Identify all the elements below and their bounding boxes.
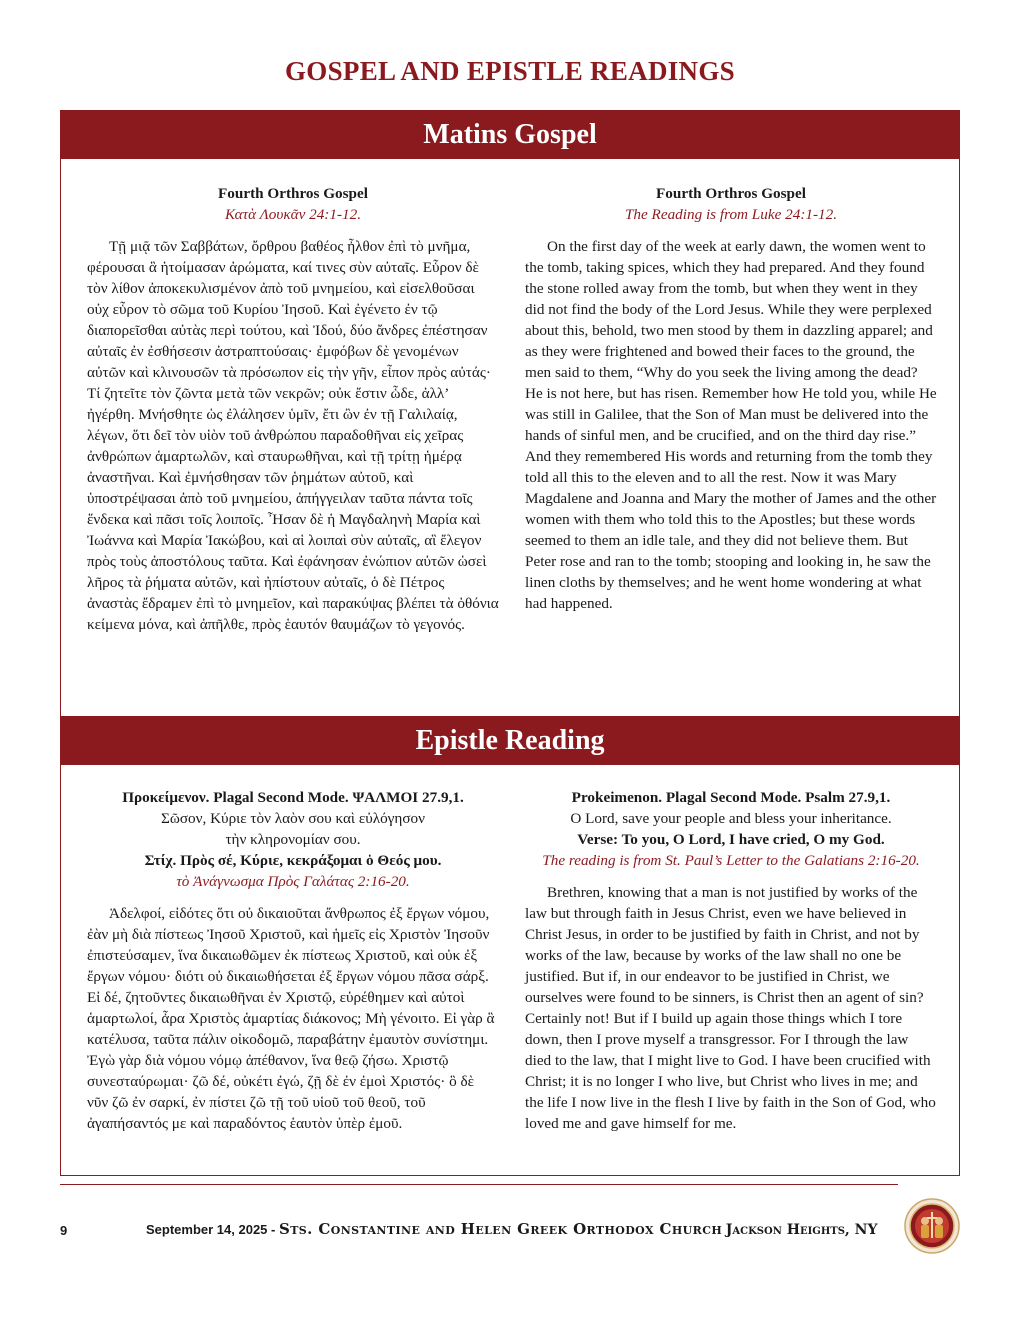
epistle-english-prokeimenon: Prokeimenon. Plagal Second Mode. Psalm 27.9,1.	[571, 789, 891, 806]
matins-english-text: On the first day of the week at early dawn, the women went to the tomb, taking spices, which they had prepared. And they found the stone rolled away from the tomb, but when they went in they did not find the body of the Lord Jesus. While they were perplexed about this, behold, two men stood by them in dazzling apparel; and as they were frightened and bowed their faces to the ground, the men said to them, “Why do you seek the living among the dead? He is not here, but has risen. Remember how He told you, while He was still in Galilee, that the Son of Man must be delivered into the hands of sinful men, and be crucified, and on the third day rise.” And they remembered His words and returning from the tomb they told all this to the eleven and to all the rest. Now it was Mary Magdalene and Joanna and Mary the mother of James and the other women with them who told this to the Apostles; but these words seemed to them an idle tale, and they did not believe them. But Peter rose and ran to the tomb; stooping and looking in, he saw the linen cloths by themselves; and he went home wondering at what had happened.	[525, 238, 937, 612]
matins-gospel-header: Matins Gospel	[61, 111, 959, 159]
epistle-english-verse: Verse: To you, O Lord, I have cried, O my God.	[577, 831, 885, 848]
matins-greek-column	[87, 183, 499, 635]
epistle-reading-header: Epistle Reading	[61, 717, 959, 765]
epistle-english-reference: The reading is from St. Paul’s Letter to the Galatians 2:16-20.	[542, 852, 920, 869]
epistle-greek-column	[87, 787, 499, 1134]
epistle-greek-prokeimenon: Προκείμενον. Plagal Second Mode. ΨΑΛΜΟΙ 27.9,1.	[122, 789, 464, 806]
footer-date: September 14, 2025	[146, 1222, 268, 1237]
matins-greek-text: Τῇ μιᾷ τῶν Σαββάτων, ὄρθρου βαθέος ἦλθον ἐπὶ τὸ μνῆμα, φέρουσαι ἃ ἡτοίμασαν ἀρώματα, καί τινες σὺν αὐταῖς. Εὗρον δὲ τὸν λίθον ἀποκεκυλισμένον ἀπὸ τοῦ μνημείου, καὶ εἰσελθοῦσαι οὐχ εὗρον τὸ σῶμα τοῦ Κυρίου Ἰησοῦ. Καὶ ἐγένετο ἐν τῷ διαπορεῖσθαι αὐτὰς περὶ τούτου, καὶ Ἰδού, δύο ἄνδρες ἐπέστησαν αὐταῖς ἐν ἐσθήσεσιν ἀστραπτούσαις· ἐμφόβων δὲ γενομένων αὐτῶν καὶ κλινουσῶν τὰ πρόσωπον εἰς τὴν γῆν, εἶπον πρὸς αὐτάς· Τί ζητεῖτε τὸν ζῶντα μετὰ τῶν νεκρῶν; οὐκ ἔστιν ὧδε, ἀλλ’ ἠγέρθη. Μνήσθητε ὡς ἐλάλησεν ὑμῖν, ἔτι ὢν ἐν τῇ Γαλιλαίᾳ, λέγων, ὅτι δεῖ τὸν υἱὸν τοῦ ἀνθρώπου παραδοθῆναι εἰς χεῖρας ἀνθρώπων ἁμαρτωλῶν, καὶ σταυρωθῆναι, καὶ τῇ τρίτῃ ἡμέρᾳ ἀναστῆναι. Καὶ ἐμνήσθησαν τῶν ῥημάτων αὐτοῦ, καὶ ὑποστρέψασαι ἀπὸ τοῦ μνημείου, ἀπήγγειλαν ταῦτα πάντα τοῖς ἕνδεκα καὶ πᾶσι τοῖς λοιποῖς. Ἦσαν δὲ ἡ Μαγδαληνὴ Μαρία καὶ Ἰωάννα καὶ Μαρία Ἰακώβου, καὶ αἱ λοιπαὶ σὺν αὐταῖς, αἳ ἔλεγον πρὸς τοὺς ἀποστόλους ταῦτα. Καὶ ἐφάνησαν ἐνώπιον αὐτῶν ὡσεὶ λῆρος τὰ ῥήματα αὐτῶν, καὶ ἠπίστουν αὐταῖς, ὁ δὲ Πέτρος ἀναστὰς ἔδραμεν ἐπὶ τὸ μνημεῖον, καὶ παρακύψας βλέπει τὰ ὀθόνια κείμενα μόνα, καὶ ἀπῆλθε, πρὸς ἑαυτόν θαυμάζων τὸ γεγονός.	[87, 238, 499, 633]
matins-english-column	[525, 183, 937, 614]
matins-english-reference: The Reading is from Luke 24:1-12.	[624, 206, 838, 223]
matins-greek-reference: Κατὰ Λουκᾶν 24:1-12.	[224, 206, 361, 223]
epistle-greek-verse: Στίχ. Πρὸς σέ, Κύριε, κεκράξομαι ὁ Θεός μου.	[144, 852, 442, 869]
church-location: Jackson Heights, NY	[725, 1222, 878, 1238]
footer-divider	[60, 1184, 898, 1185]
matins-greek-title: Fourth Orthros Gospel	[218, 185, 368, 202]
epistle-reading-section	[60, 716, 960, 1176]
matins-english-title: Fourth Orthros Gospel	[656, 185, 806, 202]
epistle-english-column	[525, 787, 937, 1134]
epistle-english-psalm-line: O Lord, save your people and bless your inheritance.	[570, 810, 892, 827]
epistle-greek-reference: τὸ Ἀνάγνωσμα Πρὸς Γαλάτας 2:16-20.	[176, 873, 410, 890]
epistle-greek-psalm-line-1: Σῶσον, Κύριε τὸν λαὸν σου καὶ εὐλόγησον	[161, 810, 425, 827]
epistle-greek-psalm-line-2: τὴν κληρονομίαν σου.	[225, 831, 361, 848]
epistle-english-text: Brethren, knowing that a man is not justified by works of the law but through faith in Jesus Christ, even we have believed in Christ Jesus, in order to be justified by faith in Christ, and not by works of the law, because by works of the law shall no one be justified. But if, in our endeavor to be justified in Christ, we ourselves were found to be sinners, is Christ then an agent of sin? Certainly not! But if I build up again those things which I tore down, then I prove myself a transgressor. For I through the law died to the law, that I might live to God. I have been crucified with Christ; it is no longer I who live, but Christ who lives in me; and the life I now live in the flesh I live by faith in the Son of God, who loved me and gave himself for me.	[525, 884, 936, 1132]
church-name: Sts. Constantine and Helen Greek Orthodox Church	[278, 1220, 723, 1238]
church-seal-icon	[904, 1198, 960, 1254]
page-number: 9	[60, 1223, 68, 1238]
matins-gospel-section	[60, 110, 960, 718]
footer-info	[146, 1220, 877, 1238]
footer-separator: -	[267, 1222, 279, 1237]
epistle-greek-text: Ἀδελφοί, εἰδότες ὅτι οὐ δικαιοῦται ἄνθρωπος ἐξ ἔργων νόμου, ἐὰν μὴ διὰ πίστεως Ἰησοῦ Χριστοῦ, καὶ ἡμεῖς εἰς Χριστὸν Ἰησοῦν ἐπιστεύσαμεν, ἵνα δικαιωθῶμεν ἐκ πίστεως Χριστοῦ, καὶ οὐκ ἐξ ἔργων νόμου· διότι οὐ δικαιωθήσεται ἐξ ἔργων νόμου πᾶσα σάρξ. Εἰ δέ, ζητοῦντες δικαιωθῆναι ἐν Χριστῷ, εὑρέθημεν καὶ αὐτοὶ ἁμαρτωλοί, ἆρα Χριστὸς ἁμαρτίας διάκονος; Μὴ γένοιτο. Εἰ γὰρ ἃ κατέλυσα, ταῦτα πάλιν οἰκοδομῶ, παραβάτην ἐμαυτὸν συνίστημι. Ἐγὼ γὰρ διὰ νόμου νόμῳ ἀπέθανον, ἵνα θεῷ ζήσω. Χριστῷ συνεσταύρωμαι· ζῶ δέ, οὐκέτι ἐγώ, ζῇ δὲ ἐν ἐμοὶ Χριστός· ὃ δὲ νῦν ζῶ ἐν σαρκί, ἐν πίστει ζῶ τῇ τοῦ υἱοῦ τοῦ θεοῦ, τοῦ ἀγαπήσαντός με καὶ παραδόντος ἑαυτὸν ὑπὲρ ἐμοῦ.	[87, 905, 495, 1132]
page-title: GOSPEL AND EPISTLE READINGS	[285, 56, 735, 86]
